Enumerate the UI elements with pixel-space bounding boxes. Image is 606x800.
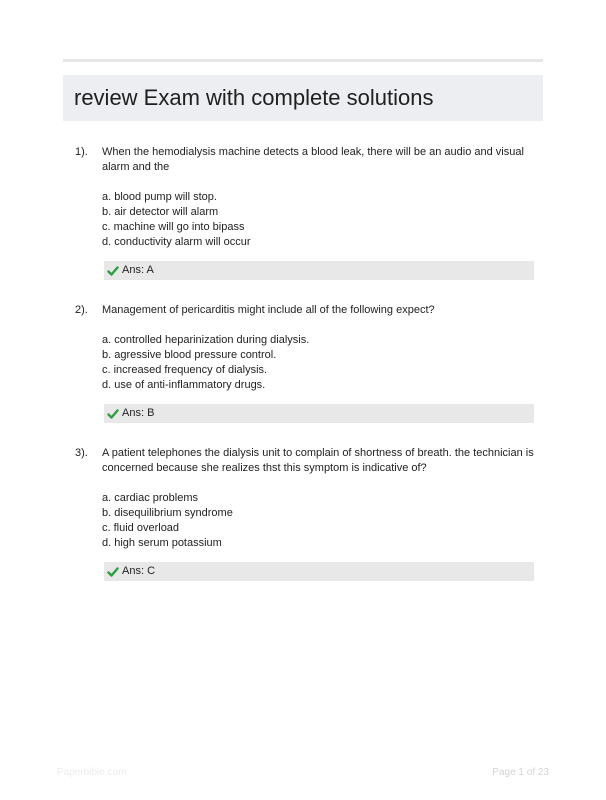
question-item: [63, 446, 543, 581]
question-item: [63, 303, 543, 423]
option-d: d. high serum potassium: [102, 537, 222, 549]
option-b: b. disequilibrium syndrome: [102, 507, 233, 519]
option-d: d. use of anti-inflammatory drugs.: [102, 379, 266, 391]
option-list: [102, 491, 543, 551]
title-banner: [63, 75, 543, 121]
option-b: b. agressive blood pressure control.: [102, 349, 277, 361]
check-icon: [107, 408, 119, 420]
footer-watermark: Paperbible.com: [57, 767, 127, 778]
question-number: 1).: [75, 146, 88, 158]
top-divider: [63, 59, 543, 62]
option-list: [102, 333, 543, 393]
option-c: c. increased frequency of dialysis.: [102, 364, 268, 376]
option-a: a. controlled heparinization during dialysis.: [102, 334, 310, 346]
question-number: 2).: [75, 304, 88, 316]
option-list: [102, 190, 543, 250]
check-icon: [107, 566, 119, 578]
option-b: b. air detector will alarm: [102, 206, 219, 218]
option-a: a. cardiac problems: [102, 492, 198, 504]
page-title: review Exam with complete solutions: [74, 85, 434, 110]
answer-box: [104, 562, 534, 581]
question-text: When the hemodialysis machine detects a blood leak, there will be an audio and visual alarm and the: [102, 146, 524, 173]
option-a: a. blood pump will stop.: [102, 191, 217, 203]
question-number: 3).: [75, 447, 88, 459]
question-text: A patient telephones the dialysis unit to complain of shortness of breath. the technician is concerned because she realizes thst this symptom is indicative of?: [102, 447, 534, 474]
question-text: Management of pericarditis might include all of the following expect?: [102, 304, 435, 316]
answer-box: [104, 261, 534, 280]
option-c: c. machine will go into bipass: [102, 221, 245, 233]
page-number: Page 1 of 23: [492, 767, 549, 778]
answer-label: Ans: A: [122, 264, 154, 276]
option-d: d. conductivity alarm will occur: [102, 236, 251, 248]
answer-label: Ans: B: [122, 407, 155, 419]
question-item: [63, 145, 543, 280]
check-icon: [107, 265, 119, 277]
answer-label: Ans: C: [122, 565, 156, 577]
option-c: c. fluid overload: [102, 522, 180, 534]
answer-box: [104, 404, 534, 423]
